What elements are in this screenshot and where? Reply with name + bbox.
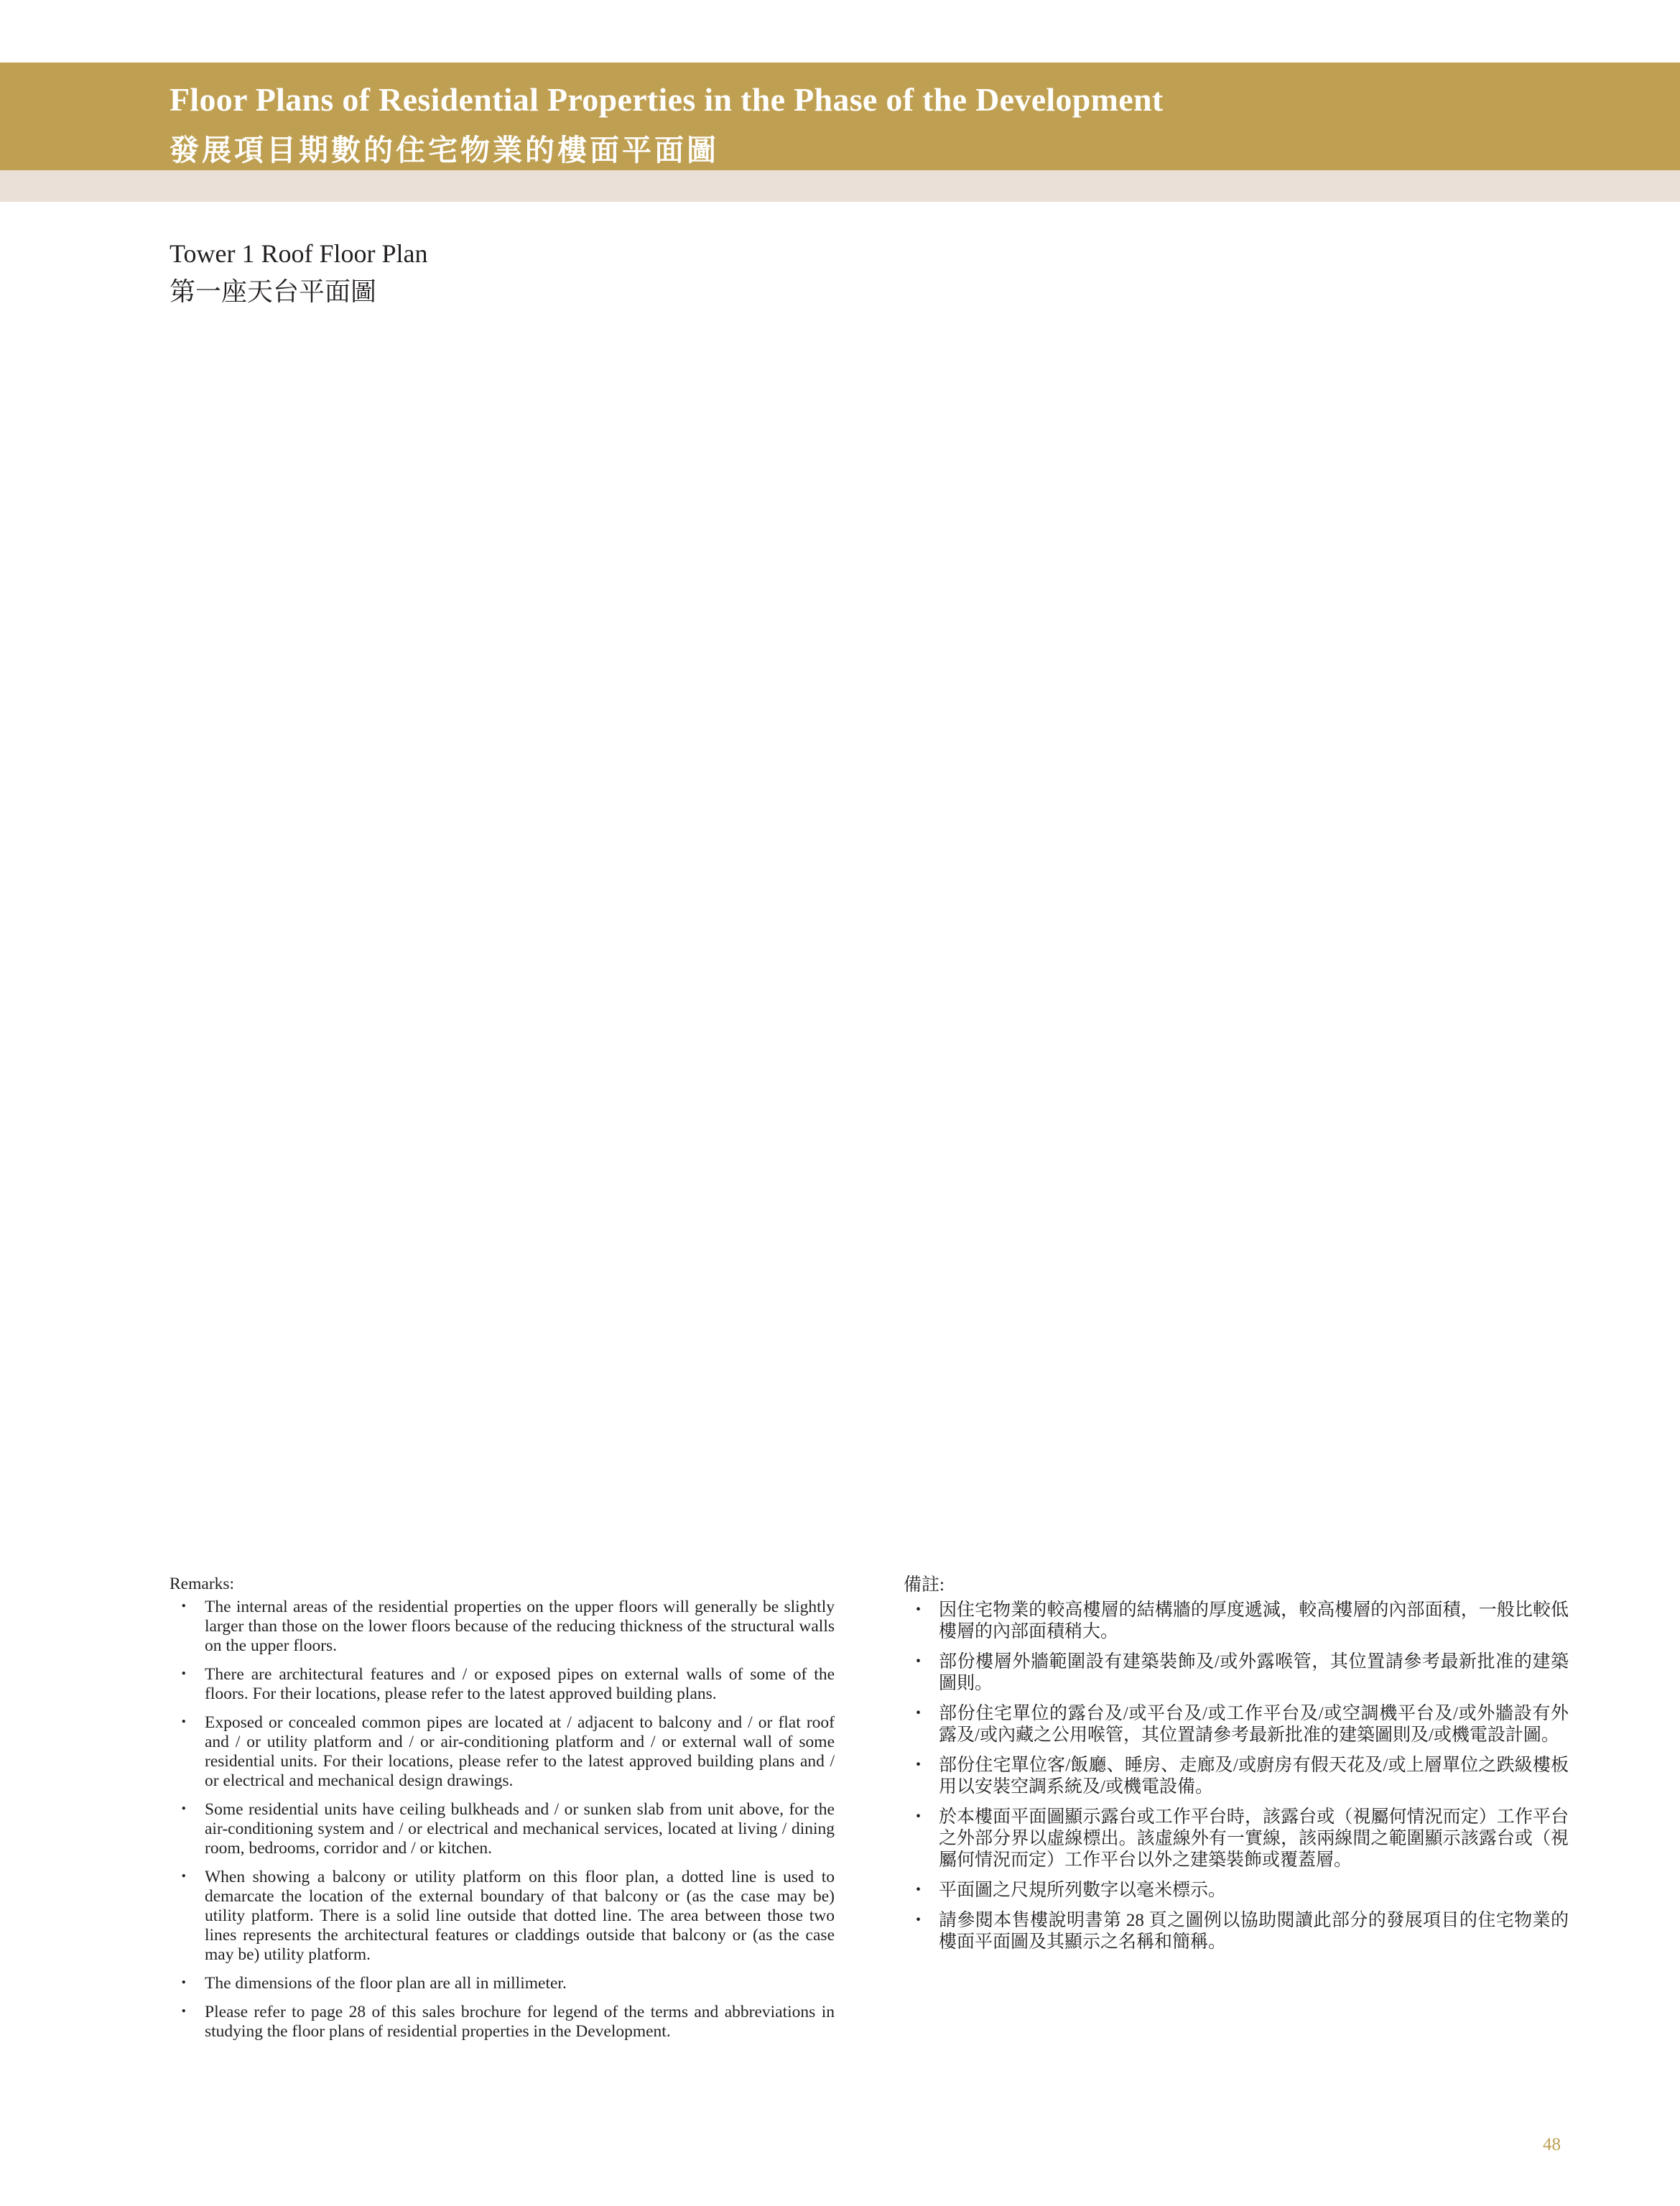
remark-item bbox=[170, 1598, 835, 1656]
remark-text: 部份住宅單位客/飯廳、睡房、走廊及/或廚房有假天花及/或上層單位之跌級樓板用以安裝空調系統及/或機電設備。 bbox=[939, 1756, 1569, 1797]
remarks-list-english bbox=[170, 1598, 835, 2042]
bullet-icon: ・ bbox=[909, 1704, 928, 1723]
bullet-icon: ・ bbox=[909, 1911, 928, 1930]
remark-item bbox=[170, 1800, 835, 1858]
bullet-icon: ・ bbox=[909, 1756, 928, 1775]
remark-item bbox=[904, 1755, 1569, 1798]
bullet-icon: ・ bbox=[909, 1807, 928, 1827]
bullet-icon: ・ bbox=[175, 1598, 192, 1616]
remark-text: When showing a balcony or utility platform on this floor plan, a dotted line is used to demarcate the location of the external boundary of that balcony or (as the case may be) utility platform. There is a solid line outside that dotted line. The area between those two lines represents the architectural features or claddings outside that balcony or (as the case may be) utility platform. bbox=[205, 1868, 835, 1964]
section-title-chinese: 發展項目期數的住宅物業的樓面平面圖 bbox=[170, 134, 719, 167]
remarks-heading-english: Remarks: bbox=[170, 1575, 235, 1593]
remark-text: 於本樓面平面圖顯示露台或工作平台時，該露台或（視屬何情況而定）工作平台之外部分界以虛線標出。該虛線外有一實線，該兩線間之範圍顯示該露台或（視屬何情況而定）工作平台以外之建築裝飾或覆蓋層。 bbox=[939, 1807, 1569, 1870]
remark-item bbox=[904, 1910, 1569, 1953]
remarks-heading-chinese: 備註: bbox=[904, 1575, 945, 1595]
remarks-english bbox=[170, 1575, 835, 2051]
remark-text: 請參閱本售樓說明書第 28 頁之圖例以協助閱讀此部分的發展項目的住宅物業的樓面平面圖及其顯示之名稱和簡稱。 bbox=[939, 1911, 1569, 1952]
remarks-chinese bbox=[904, 1575, 1569, 1962]
remark-item bbox=[904, 1651, 1569, 1695]
remark-item bbox=[170, 2003, 835, 2042]
remark-item bbox=[904, 1880, 1569, 1901]
remark-item bbox=[170, 1713, 835, 1791]
section-title-english: Floor Plans of Residential Properties in the Phase of the Development bbox=[170, 81, 1164, 118]
bullet-icon: ・ bbox=[175, 1800, 192, 1819]
remark-item bbox=[170, 1665, 835, 1704]
remark-text: Exposed or concealed common pipes are located at / adjacent to balcony and / or flat roof and / or utility platform and / or air-conditioning platform and / or external wall of some residential units. For their locations, please refer to the latest approved building plans and / or electrical and mechanical design drawings. bbox=[205, 1713, 835, 1790]
bullet-icon: ・ bbox=[175, 1868, 192, 1886]
bullet-icon: ・ bbox=[909, 1600, 928, 1620]
remark-text: The internal areas of the residential properties on the upper floors will generally be slightly larger than those on the lower floors because of the reducing thickness of the structural walls on the upper floors. bbox=[205, 1598, 835, 1655]
remark-text: 部份住宅單位的露台及/或平台及/或工作平台及/或空調機平台及/或外牆設有外露及/或內藏之公用喉管，其位置請參考最新批准的建築圖則及/或機電設計圖。 bbox=[939, 1704, 1569, 1745]
bullet-icon: ・ bbox=[175, 1713, 192, 1732]
remark-item bbox=[904, 1807, 1569, 1871]
bullet-icon: ・ bbox=[909, 1881, 928, 1900]
remark-text: The dimensions of the floor plan are all in millimeter. bbox=[205, 1974, 567, 1993]
remark-text: Some residential units have ceiling bulkheads and / or sunken slab from unit above, for the air-conditioning system and / or electrical and mechanical services, located at living / dining room, bedrooms, corridor and / or kitchen. bbox=[205, 1800, 835, 1858]
remark-text: 部份樓層外牆範圍設有建築裝飾及/或外露喉管，其位置請參考最新批准的建築圖則。 bbox=[939, 1652, 1569, 1693]
bullet-icon: ・ bbox=[175, 1665, 192, 1684]
remark-text: 平面圖之尺規所列數字以毫米標示。 bbox=[939, 1881, 1227, 1900]
bullet-icon: ・ bbox=[175, 2003, 192, 2021]
remarks-list-chinese bbox=[904, 1600, 1569, 1953]
bullet-icon: ・ bbox=[909, 1652, 928, 1672]
remark-text: 因住宅物業的較高樓層的結構牆的厚度遞減，較高樓層的內部面積，一般比較低樓層的內部面積稍大。 bbox=[939, 1600, 1569, 1641]
remark-item bbox=[170, 1868, 835, 1965]
page-number: 48 bbox=[1543, 2135, 1561, 2154]
plan-title-english: Tower 1 Roof Floor Plan bbox=[170, 239, 428, 268]
remark-item bbox=[904, 1600, 1569, 1643]
remark-item bbox=[170, 1974, 835, 1993]
remark-text: There are architectural features and / or exposed pipes on external walls of some of the floors. For their locations, please refer to the latest approved building plans. bbox=[205, 1665, 835, 1703]
plan-title-chinese: 第一座天台平面圖 bbox=[170, 277, 377, 306]
bullet-icon: ・ bbox=[175, 1974, 192, 1993]
remark-text: Please refer to page 28 of this sales brochure for legend of the terms and abbreviations in studying the floor plans of residential properties in the Development. bbox=[205, 2003, 835, 2041]
header-sub-band bbox=[0, 170, 1680, 202]
remark-item bbox=[904, 1703, 1569, 1746]
